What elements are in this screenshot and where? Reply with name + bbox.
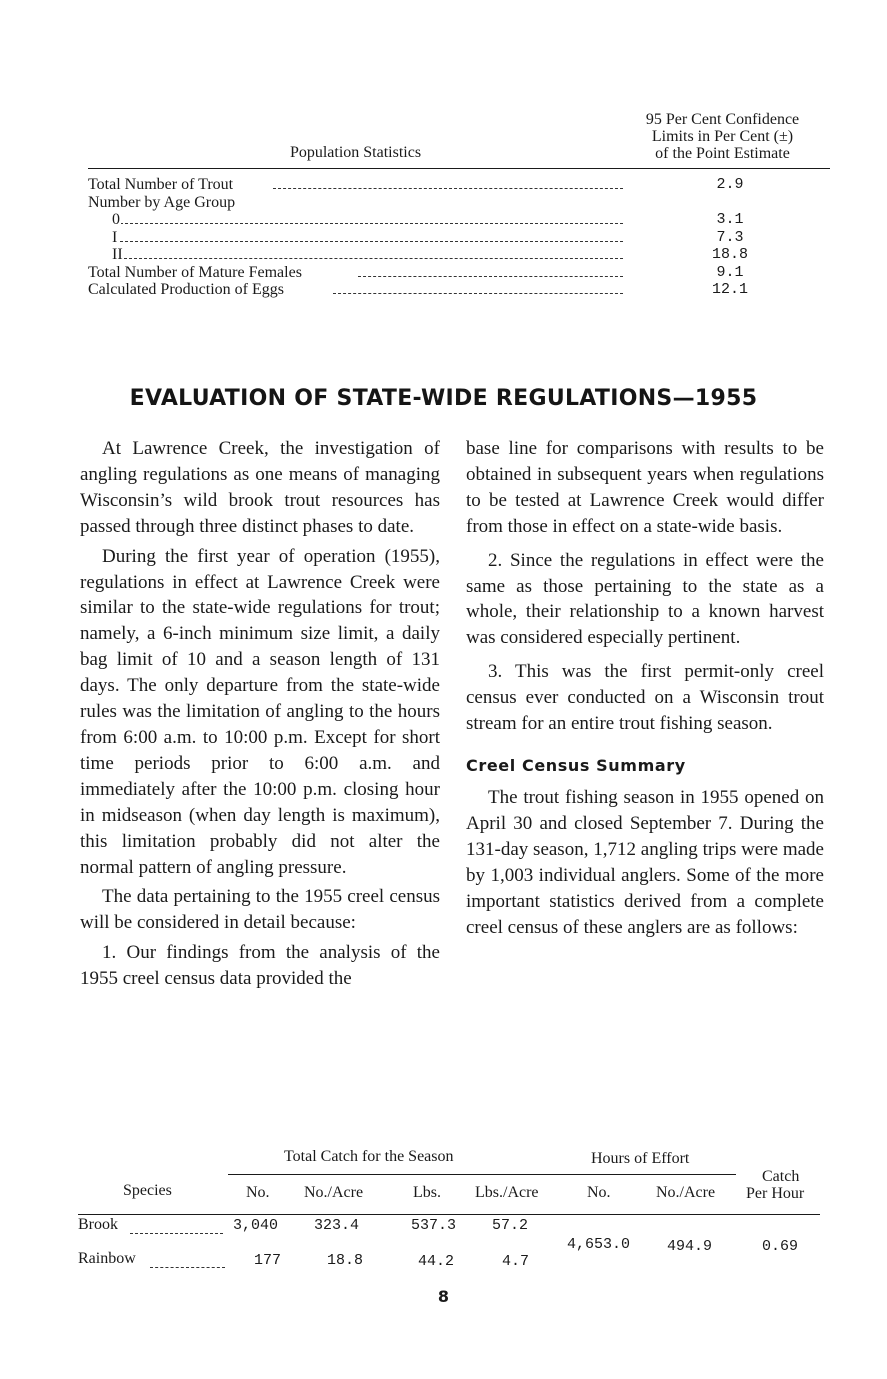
effort-hours: 4,653.0 bbox=[567, 1236, 631, 1253]
table-rule bbox=[88, 168, 830, 169]
dot-leader bbox=[273, 188, 623, 189]
catch-number: 177 bbox=[254, 1252, 282, 1269]
paragraph: 2. Since the regulations in effect were the same as those pertaining to the state as a whole, their relationship to a known harvest was considered especially pertinent. bbox=[466, 549, 824, 649]
paragraph: The data pertaining to the 1955 creel census will be considered in detail because: bbox=[80, 886, 440, 934]
row-label: Total Number of Mature Females bbox=[88, 263, 302, 281]
dot-leader bbox=[130, 1233, 223, 1234]
paragraph: At Lawrence Creek, the investigation of angling regulations as one means of managing Wisconsin’s wild brook trout resources has passed through three distinct phases to date. bbox=[80, 438, 440, 537]
paragraph: During the first year of operation (1955), regulations in effect at Lawrence Creek were similar to the state-wide regulations for trout; namely, a 6-inch minimum size limit, a daily bag limit of 10 and a season length of 131 days. The only departure from the state-wide rules was the limitation of angling to the hours from 6:00 a.m. to 10:00 p.m. Except for short time periods prior to 6:00 a.m. and immediately after the 10:00 p.m. closing hour in midseason (when day length is maximum), this limitation probably did not alter the normal pattern of angling pressure. bbox=[80, 545, 440, 878]
column-header: No. bbox=[246, 1184, 270, 1201]
paragraph: base line for comparisons with results to be obtained in subsequent years when regulations to be tested at Lawrence Creek would differ from those in effect on a state-wide basis. bbox=[466, 438, 824, 537]
column-header: Catch bbox=[762, 1168, 800, 1185]
column-header: No. bbox=[587, 1184, 611, 1201]
confidence-limits-header bbox=[615, 111, 830, 162]
species-label: Rainbow bbox=[78, 1250, 136, 1267]
row-label: I bbox=[112, 228, 118, 246]
row-value: 12.1 bbox=[711, 281, 748, 298]
section-heading: EVALUATION OF STATE-WIDE REGULATIONS—1955 bbox=[129, 386, 758, 411]
species-label: Brook bbox=[78, 1216, 118, 1233]
paragraph: 3. This was the first permit-only creel census ever conducted on a Wisconsin trout stream for an entire trout fishing season. bbox=[466, 661, 824, 735]
row-value: 2.9 bbox=[716, 176, 744, 193]
catch-number: 3,040 bbox=[233, 1217, 279, 1234]
confidence-header-line: Limits in Per Cent (±) bbox=[651, 128, 794, 145]
dot-leader bbox=[333, 293, 623, 294]
table-row bbox=[88, 176, 830, 194]
table-row bbox=[88, 246, 830, 264]
left-text-column bbox=[80, 436, 440, 996]
right-text-column bbox=[466, 436, 824, 944]
column-header: No./Acre bbox=[656, 1184, 716, 1201]
table-rule bbox=[78, 1214, 820, 1215]
dot-leader bbox=[120, 223, 623, 224]
table-row bbox=[88, 281, 830, 299]
catch-per-acre: 323.4 bbox=[314, 1217, 360, 1234]
subheading: Creel Census Summary bbox=[466, 755, 686, 775]
dot-leader bbox=[120, 241, 623, 242]
confidence-header-line: of the Point Estimate bbox=[655, 145, 790, 162]
column-header: Species bbox=[123, 1182, 172, 1199]
catch-lbs-per-acre: 57.2 bbox=[492, 1217, 529, 1234]
row-label: II bbox=[112, 246, 123, 263]
row-label: 0 bbox=[112, 211, 120, 228]
row-value: 9.1 bbox=[716, 263, 744, 281]
row-label: Calculated Production of Eggs bbox=[88, 281, 284, 298]
row-value: 7.3 bbox=[716, 228, 744, 246]
catch-per-hour: 0.69 bbox=[762, 1238, 799, 1255]
group-rule bbox=[566, 1174, 736, 1175]
row-value: 3.1 bbox=[716, 211, 744, 228]
catch-table bbox=[78, 1146, 820, 1276]
page-number: 8 bbox=[437, 1287, 450, 1306]
table-row bbox=[88, 264, 830, 282]
row-value: 18.8 bbox=[711, 246, 748, 263]
row-label: Number by Age Group bbox=[88, 193, 236, 211]
column-header: Per Hour bbox=[746, 1185, 805, 1202]
paragraph: 1. Our findings from the analysis of the 1955 creel census data provided the bbox=[80, 942, 440, 990]
dot-leader bbox=[150, 1267, 225, 1268]
group-header-catch: Total Catch for the Season bbox=[284, 1148, 454, 1165]
table-row bbox=[88, 229, 830, 247]
column-header: Lbs./Acre bbox=[475, 1184, 539, 1201]
table-row bbox=[88, 211, 830, 229]
dot-leader bbox=[358, 276, 623, 277]
catch-lbs: 537.3 bbox=[411, 1217, 457, 1234]
catch-lbs-per-acre: 4.7 bbox=[502, 1253, 530, 1270]
column-header: Lbs. bbox=[413, 1184, 441, 1201]
row-label: Total Number of Trout bbox=[88, 176, 234, 193]
catch-per-acre: 18.8 bbox=[327, 1252, 364, 1269]
population-table-body bbox=[88, 176, 830, 299]
population-statistics-header: Population Statistics bbox=[289, 144, 422, 161]
paragraph: The trout fishing season in 1955 opened on April 30 and closed September 7. During the 131-day season, 1,712 angling trips were made by 1,003 individual anglers. Some of the more important statistics derived from a complete creel census of these anglers are as follows: bbox=[466, 786, 824, 938]
population-table-header bbox=[88, 106, 830, 166]
table-row bbox=[88, 194, 830, 212]
catch-lbs: 44.2 bbox=[418, 1253, 455, 1270]
dot-leader bbox=[124, 258, 623, 259]
column-header: No./Acre bbox=[304, 1184, 364, 1201]
group-header-effort: Hours of Effort bbox=[591, 1150, 690, 1167]
confidence-header-line: 95 Per Cent Confidence bbox=[645, 111, 800, 128]
effort-per-acre: 494.9 bbox=[667, 1238, 713, 1255]
